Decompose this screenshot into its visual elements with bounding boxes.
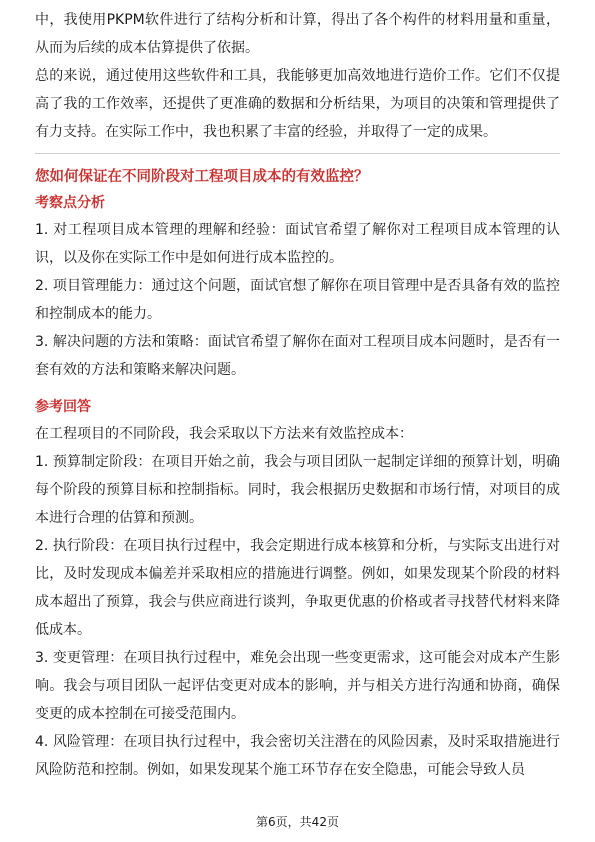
analysis-item-2: 2. 项目管理能力：通过这个问题，面试官想了解你在项目管理中是否具备有效的监控和控制成本的能力。 [35, 278, 560, 322]
answer-item-1: 1. 预算制定阶段：在项目开始之前，我会与项目团队一起制定详细的预算计划，明确每个阶段的预算目标和控制指标。同时，我会根据历史数据和市场行情，对项目的成本进行合理的估算和预测。 [35, 454, 560, 526]
document-page [35, 6, 560, 784]
page-number: 第6页，共42页 [256, 815, 339, 829]
intro-paragraph-1: 中，我使用PKPM软件进行了结构分析和计算，得出了各个构件的材料用量和重量，从而为后续的成本估算提供了依据。 [35, 12, 560, 56]
answer-item-4: 4. 风险管理：在项目执行过程中，我会密切关注潜在的风险因素，及时采取措施进行风险防范和控制。例如，如果发现某个施工环节存在安全隐患，可能会导致人员 [35, 734, 560, 778]
section-divider [35, 153, 560, 154]
answer-lead: 在工程项目的不同阶段，我会采取以下方法来有效监控成本： [35, 426, 413, 442]
spacer [35, 384, 560, 394]
analysis-title: 考察点分析 [35, 195, 105, 211]
answer-title: 参考回答 [35, 399, 91, 415]
analysis-item-1: 1. 对工程项目成本管理的理解和经验：面试官希望了解你对工程项目成本管理的认识，以及你在实际工作中是如何进行成本监控的。 [35, 222, 560, 266]
answer-item-2: 2. 执行阶段：在项目执行过程中，我会定期进行成本核算和分析，与实际支出进行对比，及时发现成本偏差并采取相应的措施进行调整。例如，如果发现某个阶段的材料成本超出了预算，我会与供应商进行谈判，争取更优惠的价格或者寻找替代材料来降低成本。 [35, 538, 560, 638]
intro-paragraph-2: 总的来说，通过使用这些软件和工具，我能够更加高效地进行造价工作。它们不仅提高了我的工作效率，还提供了更准确的数据和分析结果，为项目的决策和管理提供了有力支持。在实际工作中，我也积累了丰富的经验，并取得了一定的成果。 [35, 68, 560, 140]
analysis-item-3: 3. 解决问题的方法和策略：面试官希望了解你在面对工程项目成本问题时，是否有一套有效的方法和策略来解决问题。 [35, 334, 560, 378]
answer-item-3: 3. 变更管理：在项目执行过程中，难免会出现一些变更需求，这可能会对成本产生影响。我会与项目团队一起评估变更对成本的影响，并与相关方进行沟通和协商，确保变更的成本控制在可接受范围内。 [35, 650, 560, 722]
interview-question: 您如何保证在不同阶段对工程项目成本的有效监控？ [35, 169, 369, 185]
